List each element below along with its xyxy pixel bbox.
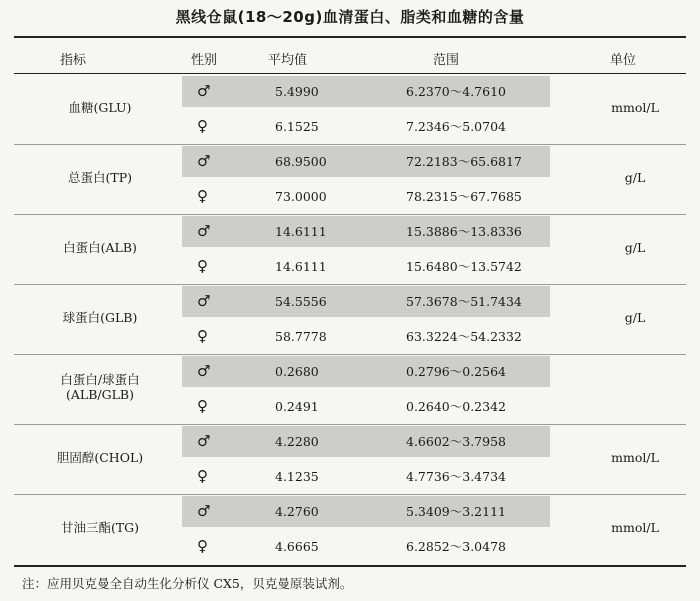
range-value: 0.2796～0.2564 xyxy=(406,364,506,379)
indicator-label: 白蛋白/球蛋白 xyxy=(60,372,140,387)
row-separator xyxy=(14,214,686,215)
female-symbol: ♀ xyxy=(197,257,208,275)
range-value: 6.2852～3.0478 xyxy=(406,539,506,554)
female-symbol: ♀ xyxy=(197,327,208,345)
header-unit: 单位 xyxy=(610,53,637,68)
unit-label: mmol/L xyxy=(611,100,659,115)
male-symbol: ♂ xyxy=(197,362,211,380)
mean-value: 73.0000 xyxy=(275,189,327,204)
unit-label: g/L xyxy=(624,240,646,255)
header-indicator: 指标 xyxy=(60,53,87,68)
indicator-label: 血糖(GLU) xyxy=(68,99,132,115)
mean-value: 4.2760 xyxy=(275,504,319,519)
mean-value: 4.6665 xyxy=(275,539,319,554)
female-symbol: ♀ xyxy=(197,397,208,415)
mean-value: 68.9500 xyxy=(275,154,327,169)
bottom-rule xyxy=(14,565,686,567)
header-sex: 性别 xyxy=(191,53,218,68)
range-value: 78.2315～67.7685 xyxy=(406,189,522,204)
range-value: 15.6480～13.5742 xyxy=(406,259,522,274)
range-value: 0.2640～0.2342 xyxy=(406,399,506,414)
range-value: 72.2183～65.6817 xyxy=(406,154,522,169)
table-title: 黑线仓鼠(18～20g)血清蛋白、脂类和血糖的含量 xyxy=(175,8,525,26)
range-value: 4.7736～3.4734 xyxy=(406,469,506,484)
range-value: 6.2370～4.7610 xyxy=(406,84,506,99)
range-value: 7.2346～5.0704 xyxy=(406,119,506,134)
mean-value: 14.6111 xyxy=(275,259,327,274)
mean-value: 0.2491 xyxy=(275,399,319,414)
unit-label: mmol/L xyxy=(611,520,659,535)
range-value: 63.3224～54.2332 xyxy=(406,329,522,344)
row-separator xyxy=(14,284,686,285)
unit-label: g/L xyxy=(624,170,646,185)
unit-label: mmol/L xyxy=(611,450,659,465)
mean-value: 0.2680 xyxy=(275,364,319,379)
female-symbol: ♀ xyxy=(197,117,208,135)
male-symbol: ♂ xyxy=(197,502,211,520)
row-separator xyxy=(14,354,686,355)
range-value: 15.3886～13.8336 xyxy=(406,224,522,239)
male-symbol: ♂ xyxy=(197,432,211,450)
female-symbol: ♀ xyxy=(197,187,208,205)
female-symbol: ♀ xyxy=(197,537,208,555)
indicator-label: 甘油三酯(TG) xyxy=(60,519,140,535)
female-symbol: ♀ xyxy=(197,467,208,485)
range-value: 57.3678～51.7434 xyxy=(406,294,522,309)
table-note: 注：应用贝克曼全自动生化分析仪 CX5，贝克曼原装试剂。 xyxy=(22,576,353,591)
male-symbol: ♂ xyxy=(197,82,211,100)
top-rule xyxy=(14,36,686,38)
unit-label: g/L xyxy=(624,310,646,325)
mean-value: 14.6111 xyxy=(275,224,327,239)
mean-value: 5.4990 xyxy=(275,84,319,99)
indicator-label: 球蛋白(GLB) xyxy=(62,309,138,325)
indicator-label: (ALB/GLB) xyxy=(66,387,134,402)
male-symbol: ♂ xyxy=(197,222,211,240)
mean-value: 58.7778 xyxy=(275,329,327,344)
header-range: 范围 xyxy=(433,53,460,68)
male-symbol: ♂ xyxy=(197,292,211,310)
range-value: 5.3409～3.2111 xyxy=(406,504,506,519)
indicator-label: 胆固醇(CHOL) xyxy=(56,449,144,465)
mean-value: 54.5556 xyxy=(275,294,327,309)
mean-value: 4.2280 xyxy=(275,434,319,449)
row-separator xyxy=(14,494,686,495)
indicator-label: 总蛋白(TP) xyxy=(67,169,132,185)
header-mean: 平均值 xyxy=(268,53,308,68)
range-value: 4.6602～3.7958 xyxy=(406,434,506,449)
mean-value: 4.1235 xyxy=(275,469,319,484)
mean-value: 6.1525 xyxy=(275,119,319,134)
row-separator xyxy=(14,424,686,425)
indicator-label: 白蛋白(ALB) xyxy=(63,239,137,255)
row-separator xyxy=(14,144,686,145)
male-symbol: ♂ xyxy=(197,152,211,170)
header-rule xyxy=(14,73,686,74)
